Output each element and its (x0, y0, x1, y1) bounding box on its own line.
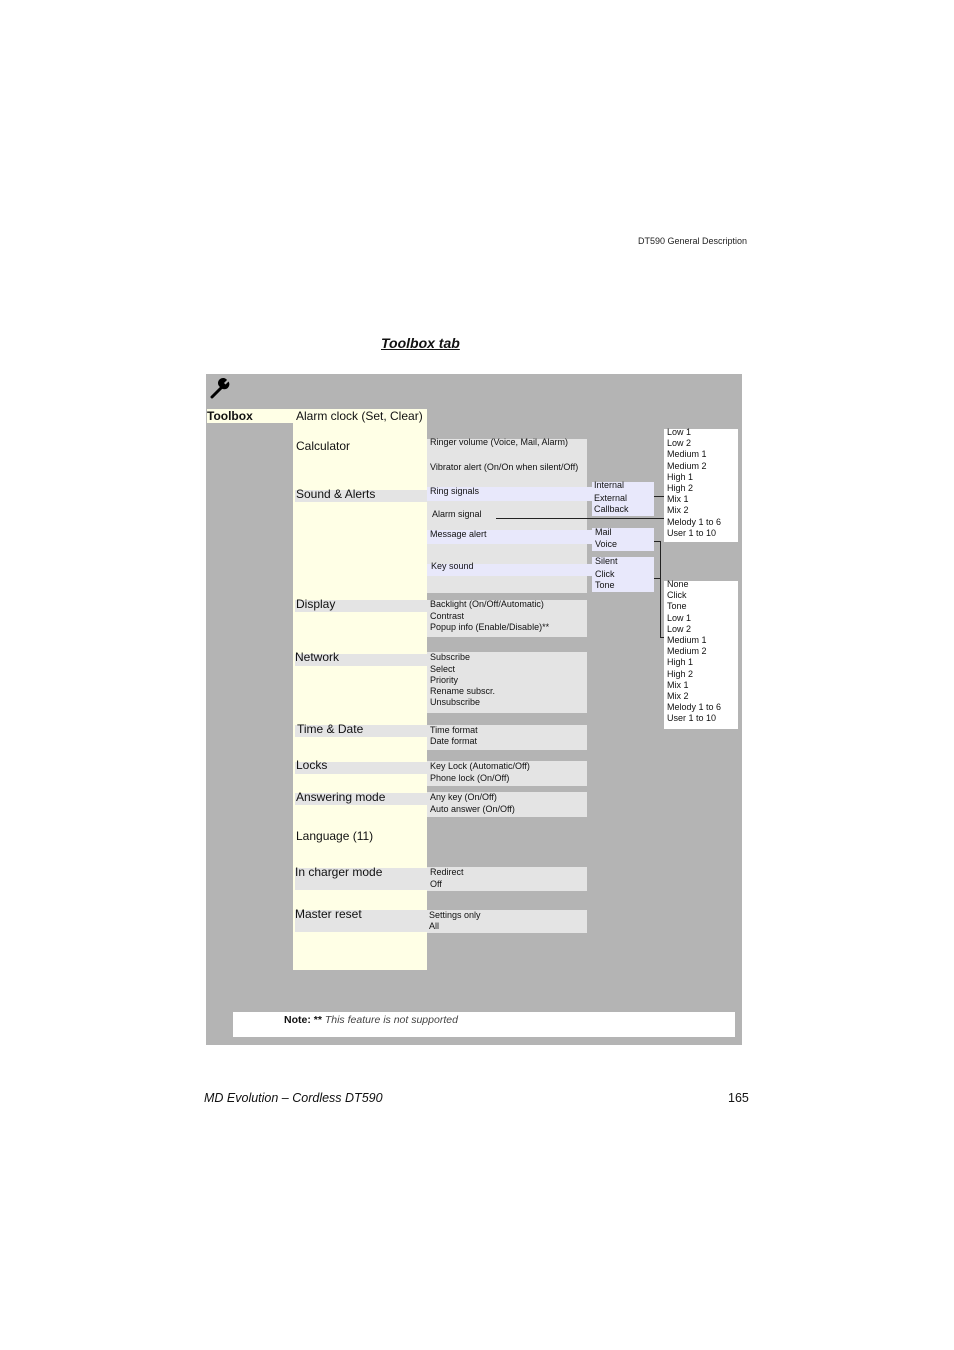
sound-ringer-volume: Ringer volume (Voice, Mail, Alarm) (430, 437, 569, 447)
msg-bracket-top (654, 541, 661, 542)
sound-message-alert: Message alert (430, 529, 487, 539)
network-unsubscribe: Unsubscribe (430, 697, 481, 707)
ring-type-callback: Callback (594, 504, 629, 514)
charger-redirect: Redirect (430, 867, 464, 877)
ring-type-internal: Internal (594, 480, 625, 490)
menu-network: Network (295, 650, 340, 664)
note-text: This feature is not supported (324, 1014, 458, 1026)
network-rename: Rename subscr. (430, 686, 496, 696)
alert-level-item: User 1 to 10 (667, 713, 717, 724)
ring-level-item: Low 2 (667, 438, 692, 449)
msg-type-voice: Voice (595, 539, 618, 549)
menu-answering-mode: Answering mode (296, 790, 386, 804)
ring-level-item: Mix 1 (667, 494, 689, 505)
note (284, 1014, 458, 1026)
ring-levels-list (667, 427, 721, 539)
ring-level-item: Mix 2 (667, 505, 689, 516)
alert-level-item: Medium 1 (667, 635, 707, 646)
reset-all: All (429, 921, 440, 931)
menu-calculator: Calculator (296, 439, 351, 453)
menu-master-reset: Master reset (295, 907, 362, 921)
ring-level-item: High 2 (667, 483, 694, 494)
alert-level-item: High 1 (667, 657, 694, 668)
ring-type-external: External (594, 493, 628, 503)
menu-time-date: Time & Date (297, 722, 364, 736)
charger-off: Off (430, 879, 442, 889)
menu-language: Language (11) (296, 829, 374, 843)
alert-level-item: Melody 1 to 6 (667, 702, 722, 713)
alert-level-item: Low 1 (667, 612, 692, 623)
ring-level-item: Low 1 (667, 427, 692, 437)
key-type-click: Click (595, 569, 615, 579)
menu-sound-alerts: Sound & Alerts (296, 487, 376, 501)
ring-level-item: Medium 2 (667, 460, 707, 471)
menu-in-charger-mode: In charger mode (295, 865, 383, 879)
date-format: Date format (430, 736, 478, 746)
alert-level-item: High 2 (667, 668, 694, 679)
wrench-icon (209, 377, 231, 399)
sound-vibrator-alert: Vibrator alert (On/On when silent/Off) (430, 462, 579, 472)
alert-bracket-bottom (660, 637, 664, 638)
network-subscribe: Subscribe (430, 652, 471, 662)
key-bracket-mid (654, 578, 661, 579)
alert-bracket-line (660, 541, 661, 638)
alert-level-item: Click (667, 590, 687, 601)
menu-locks: Locks (296, 758, 328, 772)
ring-level-item: Melody 1 to 6 (667, 516, 722, 527)
alert-level-item: Mix 1 (667, 679, 689, 690)
alert-level-item: Mix 2 (667, 691, 689, 702)
toolbox-root-label: Toolbox (207, 409, 253, 423)
reset-settings-only: Settings only (429, 910, 481, 920)
display-backlight: Backlight (On/Off/Automatic) (430, 599, 544, 609)
network-select: Select (430, 664, 456, 674)
ring-level-item: High 1 (667, 471, 694, 482)
menu-alarm-clock: Alarm clock (Set, Clear) (296, 409, 423, 423)
alert-level-item: Medium 2 (667, 646, 707, 657)
alert-levels-list (667, 579, 721, 725)
alarm-signal-connector (496, 518, 664, 519)
msg-type-mail: Mail (595, 527, 612, 537)
alert-level-item: Low 2 (667, 623, 692, 634)
footer-doc-title: MD Evolution – Cordless DT590 (204, 1091, 383, 1105)
menu-display: Display (296, 597, 336, 611)
answering-auto-answer: Auto answer (On/Off) (430, 804, 515, 814)
time-format: Time format (430, 725, 478, 735)
page-number: 165 (728, 1091, 749, 1105)
sound-ring-signals: Ring signals (430, 486, 480, 496)
network-priority: Priority (430, 675, 459, 685)
locks-key-lock: Key Lock (Automatic/Off) (430, 761, 530, 771)
alert-level-item: None (667, 579, 689, 589)
key-type-silent: Silent (595, 556, 618, 566)
note-label: Note: ** (284, 1014, 322, 1026)
running-header: DT590 General Description (638, 236, 748, 246)
sound-key-sound: Key sound (431, 561, 474, 571)
section-title: Toolbox tab (381, 335, 460, 351)
sound-alarm-signal: Alarm signal (432, 509, 482, 519)
locks-phone-lock: Phone lock (On/Off) (430, 773, 510, 783)
key-type-tone: Tone (595, 580, 615, 590)
alert-level-item: Tone (667, 601, 687, 612)
answering-any-key: Any key (On/Off) (430, 792, 497, 802)
ring-signals-connector (654, 496, 664, 497)
ring-level-item: User 1 to 10 (667, 527, 717, 538)
display-popup-info: Popup info (Enable/Disable)** (430, 622, 550, 632)
display-contrast: Contrast (430, 611, 465, 621)
ring-level-item: Medium 1 (667, 449, 707, 460)
